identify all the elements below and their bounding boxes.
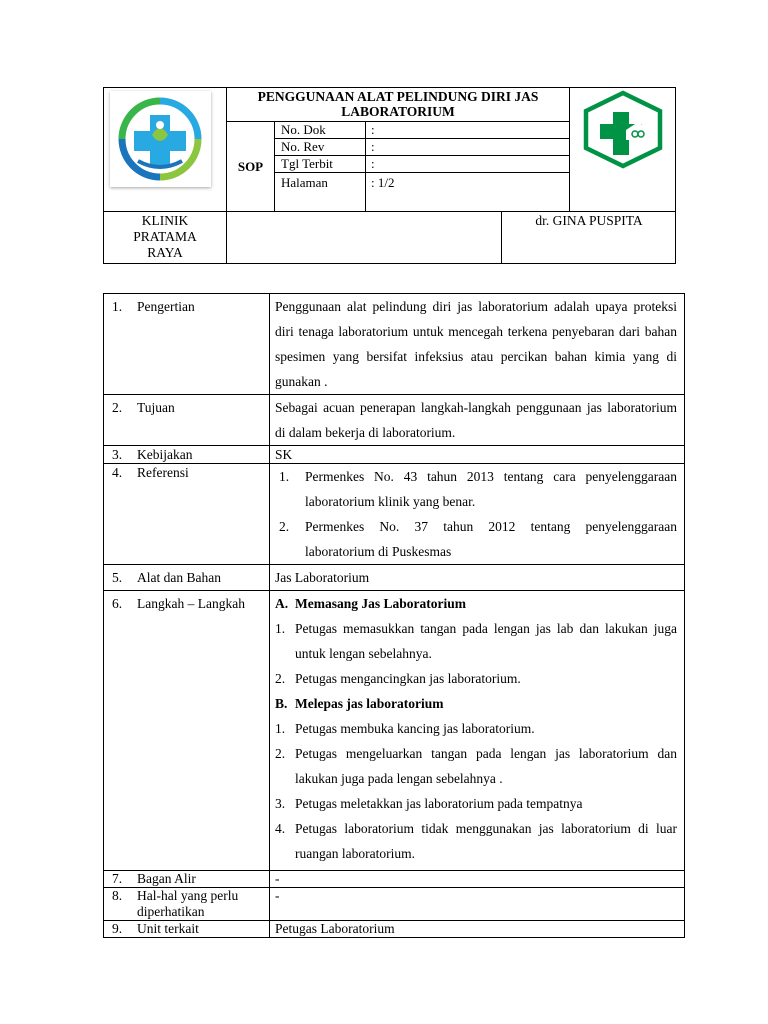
sop-label: SOP: [237, 159, 264, 174]
table-row: [104, 294, 685, 395]
doc-field-value: :: [371, 122, 375, 137]
section-label: Kebijakan: [137, 447, 193, 462]
section-steps: [270, 591, 685, 871]
section-label-cell: [104, 871, 270, 888]
table-row: [104, 888, 685, 921]
section-number: 4.: [112, 465, 123, 480]
list-text: Petugas membuka kancing jas laboratorium.: [295, 721, 535, 736]
table-row: [104, 565, 685, 591]
kemenkes-logo: [582, 90, 664, 169]
table-row: [104, 464, 685, 565]
doc-field-label: No. Rev: [281, 139, 325, 154]
step-group-title: Melepas jas laboratorium: [295, 696, 444, 711]
step-group-heading: [275, 591, 677, 616]
section-label: Pengertian: [137, 299, 195, 314]
section-label: Tujuan: [137, 400, 175, 415]
list-item: [275, 741, 677, 791]
doc-field-value: :: [371, 139, 375, 154]
section-label-cell: [104, 395, 270, 446]
list-text: Petugas mengeluarkan tangan pada lengan jas laboratorium dan lakukan juga pada lengan sebelahnya .: [295, 746, 677, 786]
list-text: Petugas mengancingkan jas laboratorium.: [295, 671, 521, 686]
doc-field-label: No. Dok: [281, 122, 326, 137]
step-group-letter: A.: [275, 596, 289, 611]
doc-field-value: : 1/2: [371, 175, 395, 190]
list-item: [275, 791, 677, 816]
list-number: 2.: [275, 746, 286, 761]
doc-field-label: Halaman: [281, 175, 328, 190]
section-number: 3.: [112, 447, 123, 462]
sop-table: [103, 293, 685, 938]
section-label: Hal-hal yang perlu diperhatikan: [137, 888, 239, 919]
table-row: [104, 871, 685, 888]
section-label-cell: [104, 888, 270, 921]
section-number: 7.: [112, 871, 123, 886]
section-text: -: [270, 871, 685, 888]
section-label-cell: [104, 294, 270, 395]
section-label: Bagan Alir: [137, 871, 196, 886]
list-number: 2.: [275, 671, 286, 686]
section-label-cell: [104, 921, 270, 938]
list-item: [275, 666, 677, 691]
section-number: 1.: [112, 299, 123, 314]
list-text: Petugas laboratorium tidak menggunakan jas laboratorium di luar ruangan laboratorium.: [295, 821, 677, 861]
list-number: 1.: [275, 621, 286, 636]
section-text: Penggunaan alat pelindung diri jas laboratorium adalah upaya proteksi diri tenaga laboratorium untuk mencegah terkena penyebaran dari bahan spesimen yang bersifat infeksius atau percikan bahan kimia yang di gunakan .: [270, 294, 685, 395]
section-text: Jas Laboratorium: [270, 565, 685, 591]
section-label: Unit terkait: [137, 921, 199, 936]
section-text: -: [270, 888, 685, 921]
section-number: 8.: [112, 888, 123, 903]
step-group-letter: B.: [275, 696, 288, 711]
list-item: [275, 616, 677, 666]
doc-field-value: :: [371, 156, 375, 171]
section-list: [270, 464, 685, 565]
clinic-logo: [110, 91, 211, 187]
list-text: Petugas memasukkan tangan pada lengan jas lab dan lakukan juga untuk lengan sebelahnya.: [295, 621, 677, 661]
clinic-name-line: PRATAMA: [133, 229, 197, 244]
section-text: Sebagai acuan penerapan langkah-langkah penggunaan jas laboratorium di dalam bekerja di laboratorium.: [270, 395, 685, 446]
list-item: [275, 716, 677, 741]
section-label-cell: [104, 565, 270, 591]
table-row: [104, 921, 685, 938]
section-number: 9.: [112, 921, 123, 936]
clinic-name-line: KLINIK: [141, 213, 189, 228]
list-text: Permenkes No. 37 tahun 2012 tentang penyelenggaraan laboratorium di Puskesmas: [305, 519, 677, 559]
clinic-cross-logo-icon: [110, 91, 211, 187]
section-label-cell: [104, 591, 270, 871]
step-group-title: Memasang Jas Laboratorium: [295, 596, 466, 611]
list-number: 2.: [279, 519, 290, 534]
list-item: [275, 816, 677, 866]
section-label: Alat dan Bahan: [137, 570, 221, 585]
section-label-cell: [104, 464, 270, 565]
document-title: PENGGUNAAN ALAT PELINDUNG DIRI JAS LABORATORIUM: [257, 89, 539, 119]
list-number: 4.: [275, 821, 286, 836]
table-row: [104, 446, 685, 464]
list-text: Petugas meletakkan jas laboratorium pada tempatnya: [295, 796, 583, 811]
table-row: [104, 591, 685, 871]
clinic-name-line: RAYA: [147, 245, 183, 260]
step-group-heading: [275, 691, 677, 716]
list-item: [275, 464, 677, 514]
section-label-cell: [104, 446, 270, 464]
section-label: Langkah – Langkah: [137, 596, 245, 611]
list-item: [275, 514, 677, 564]
doc-field-label: Tgl Terbit: [281, 156, 333, 171]
section-number: 2.: [112, 400, 123, 415]
section-number: 6.: [112, 596, 123, 611]
list-number: 1.: [279, 469, 290, 484]
list-number: 1.: [275, 721, 286, 736]
clinic-name: [104, 213, 226, 261]
section-text: SK: [270, 446, 685, 464]
kemenkes-hexagon-logo-icon: [582, 90, 664, 169]
section-number: 5.: [112, 570, 123, 585]
table-row: [104, 395, 685, 446]
signatory-name: dr. GINA PUSPITA: [535, 213, 643, 228]
section-label: Referensi: [137, 465, 189, 480]
section-text: Petugas Laboratorium: [270, 921, 685, 938]
list-number: 3.: [275, 796, 286, 811]
list-text: Permenkes No. 43 tahun 2013 tentang cara penyelenggaraan laboratorium klinik yang benar.: [305, 469, 677, 509]
